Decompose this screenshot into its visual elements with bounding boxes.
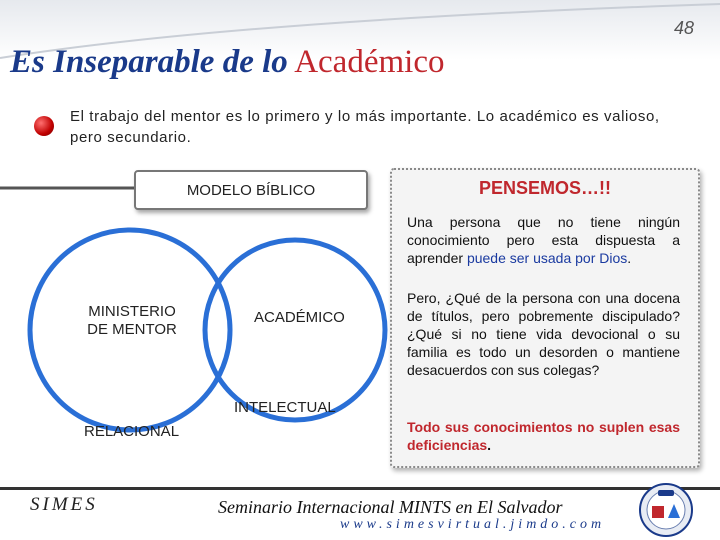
- modelo-biblico-box: MODELO BÍBLICO: [134, 170, 368, 210]
- title-accent-part: Académico: [294, 44, 445, 80]
- ministerio-label-line1: MINISTERIO: [88, 303, 176, 320]
- academico-label: ACADÉMICO: [254, 309, 345, 326]
- intelectual-label: INTELECTUAL: [234, 399, 336, 416]
- footer-website-link[interactable]: www.simesvirtual.jimdo.com: [340, 517, 606, 532]
- slide-number: 48: [673, 18, 694, 38]
- ministerio-label: [72, 303, 192, 339]
- simes-logo-icon: [620, 478, 712, 538]
- panel-paragraph-2: Pero, ¿Qué de la persona con una docena de títulos, pero pobremente discipulado? ¿Qué si no tiene vida devocional o su familia es todo un desorden o mantiene desacuerdos con sus colegas?: [407, 290, 680, 378]
- footer-seminario: Seminario Internacional MINTS en El Salvador: [218, 497, 563, 517]
- relacional-label: RELACIONAL: [84, 423, 180, 440]
- panel-paragraph-3: [407, 418, 680, 454]
- footer-brand: SIMES: [30, 494, 98, 515]
- p1-highlight: puede ser usada por Dios: [466, 250, 628, 266]
- p1-end: .: [627, 250, 632, 266]
- footer-divider: [0, 487, 720, 490]
- p1-text: Una persona que no tiene ningún conocimiento pero esta dispuesta a aprender: [407, 214, 680, 266]
- p3-end: .: [487, 437, 492, 453]
- intro-text: El trabajo del mentor es lo primero y lo más importante. Lo académico es valioso, pero secundario.: [70, 108, 660, 146]
- title-italic-part: Es Inseparable de lo: [10, 44, 288, 80]
- ministerio-label-line2: DE MENTOR: [87, 321, 177, 338]
- panel-paragraph-1: [407, 213, 680, 267]
- panel-title: PENSEMOS…!!: [478, 178, 611, 198]
- slide-title: [10, 44, 444, 81]
- red-bullet-icon: [34, 116, 54, 136]
- p3-text: Todo sus conocimientos no suplen esas deficiencias: [407, 419, 680, 453]
